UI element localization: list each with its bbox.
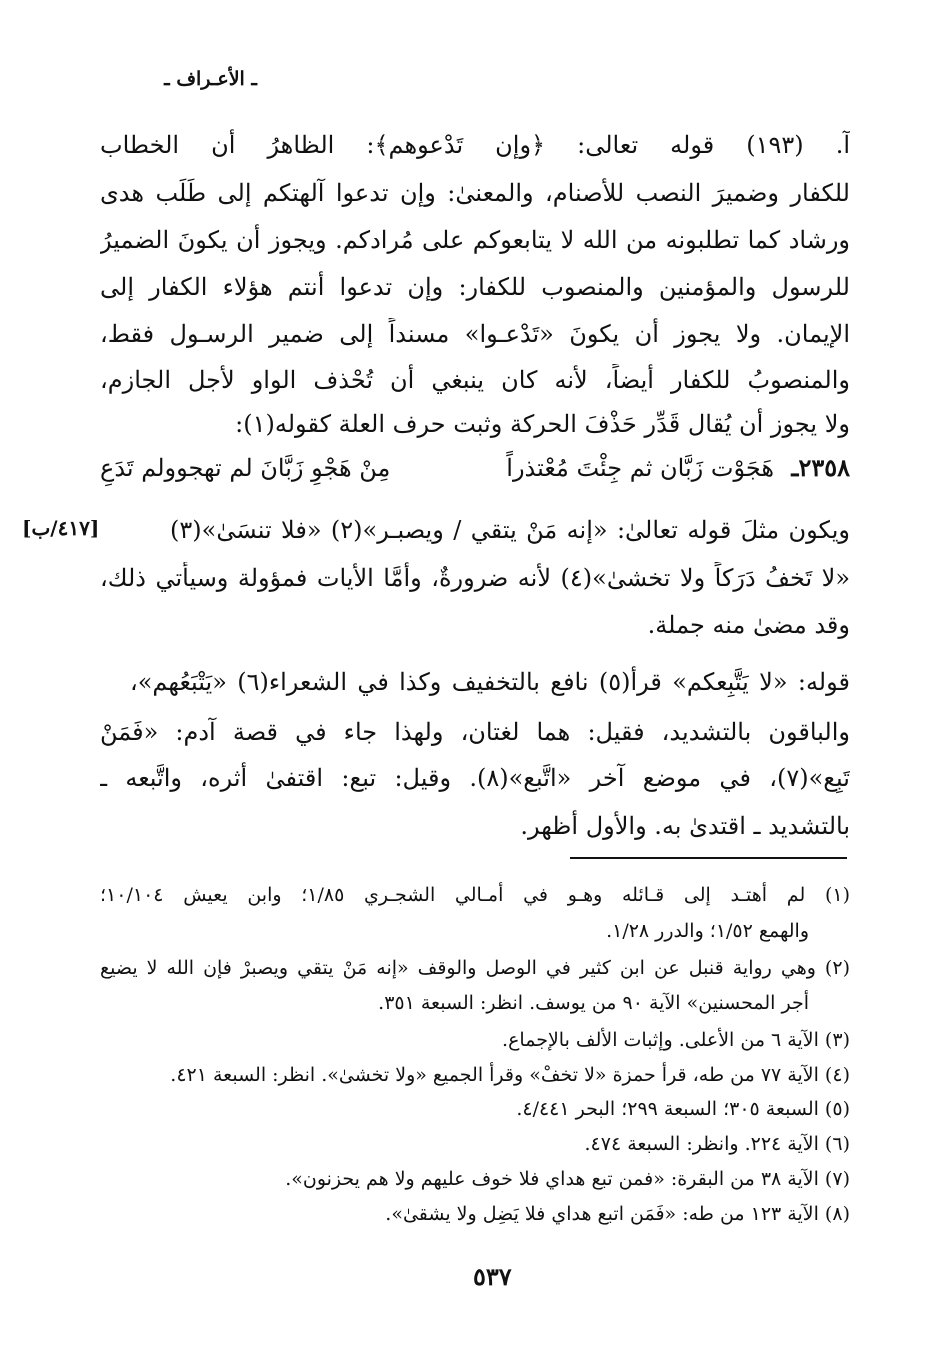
footnote-6: (٦) الآية ٢٢٤. وانظر: السبعة ٤٧٤. [584, 1133, 850, 1155]
body-line: بالتشديد ـ اقتدىٰ به. والأول أظهر. [520, 812, 850, 840]
verse-number: ٢٣٥٨ـ [791, 453, 850, 482]
body-line: للرسول والمؤمنين والمنصوب للكفار: وإن تدعوا أنتم هؤلاء الكفار إلى [100, 273, 850, 301]
footnote-5: (٥) السبعة ٣٠٥؛ السبعة ٢٩٩؛ البحر ٤/٤٤١. [516, 1098, 850, 1120]
footnote-7: (٧) الآية ٣٨ من البقرة: «فمن تبع هداي فلا خوف عليهم ولا هم يحزنون». [285, 1168, 850, 1190]
footnote-2: (٢) وهي رواية قنبل عن ابن كثير في الوصل والوقف «إنه مَنْ يتقي ويصبرْ فإن الله لا يضيع [100, 957, 850, 979]
body-line: تَبِع»(٧)، في موضع آخر «اتَّبع»(٨). وقيل: تبع: اقتفىٰ أثره، واتَّبعه ـ [100, 764, 850, 792]
body-line: ويكون مثلَ قوله تعالىٰ: «إنه مَنْ يتقي / ويصبـر»(٢) «فلا تنسَىٰ»(٣) [170, 516, 850, 544]
footnote-8: (٨) الآية ١٢٣ من طه: «فَمَن اتبع هداي فلا يَضِل ولا يشقىٰ». [385, 1203, 850, 1225]
body-line: ورشاد كما تطلبونه من الله لا يتابعوكم على مُرادكم. ويجوز أن يكونَ الضميرُ [100, 226, 850, 254]
body-line: آ. (١٩٣) قوله تعالى: ﴿وإن تَدْعوهم﴾: الظاهرُ أن الخطاب [100, 131, 850, 159]
footnote-2-continued: أجر المحسنين» الآية ٩٠ من يوسف. انظر: السبعة ٣٥١. [378, 992, 809, 1014]
body-line: ولا يجوز أن يُقال قَدِّر حَذْفَ الحركة وثبت حرف العلة كقوله(١): [235, 410, 850, 438]
body-line: وقد مضىٰ منه جملة. [647, 611, 850, 639]
body-line: والباقون بالتشديد، فقيل: هما لغتان، ولهذا جاء في قصة آدم: «فَمَنْ [100, 718, 850, 746]
verse-hemistich-first: هَجَوْت زَبَّان ثم جِئْتَ مُعْتذراً [506, 454, 774, 482]
footnote-1: (١) لم أهتـد إلى قـائله وهـو في أمـالي الشجـري ١/٨٥؛ وابن يعيش ١٠/١٠٤؛ [100, 884, 850, 906]
body-line: الإيمان. ولا يجوز أن يكونَ «تَدْعـوا» مسنداً إلى ضمير الرسـول فقط، [100, 320, 850, 348]
verse-hemistich-second: مِنْ هَجْوِ زَبَّانَ لم تهجوولم تَدَعِ [100, 454, 391, 482]
body-line: قوله: «لا يَتَّبِعكم» قرأ(٥) نافع بالتخفيف وكذا في الشعراء(٦) «يَتْبَعُهم»، [130, 668, 850, 696]
page-number: ٥٣٧ [473, 1262, 512, 1291]
footnote-1-continued: والهمع ١/٥٢؛ والدرر ١/٢٨. [606, 920, 809, 942]
body-line: والمنصوبُ للكفار أيضاً، لأنه كان ينبغي أن تُحْذف الواو لأجل الجازم، [100, 366, 850, 394]
body-line: للكفار وضميرَ النصب للأصنام، والمعنىٰ: وإن تدعوا آلهتكم إلى طَلَب هدى [100, 179, 850, 207]
footnote-4: (٤) الآية ٧٧ من طه، قرأ حمزة «لا تخفْ» وقرأ الجميع «ولا تخشىٰ». انظر: السبعة ٤٢١. [170, 1064, 850, 1086]
running-header: ـ الأعـراف ـ [164, 68, 257, 90]
folio-marker: [٤١٧/ب] [22, 516, 100, 540]
footnote-3: (٣) الآية ٦ من الأعلى. وإثبات الألف بالإجماع. [502, 1029, 850, 1051]
footnote-divider [570, 857, 847, 859]
body-line: «لا تَخفُ دَرَكاً ولا تخشىٰ»(٤) لأنه ضرورةٌ، وأمَّا الأيات فمؤولة وسيأتي ذلك، [100, 564, 850, 592]
